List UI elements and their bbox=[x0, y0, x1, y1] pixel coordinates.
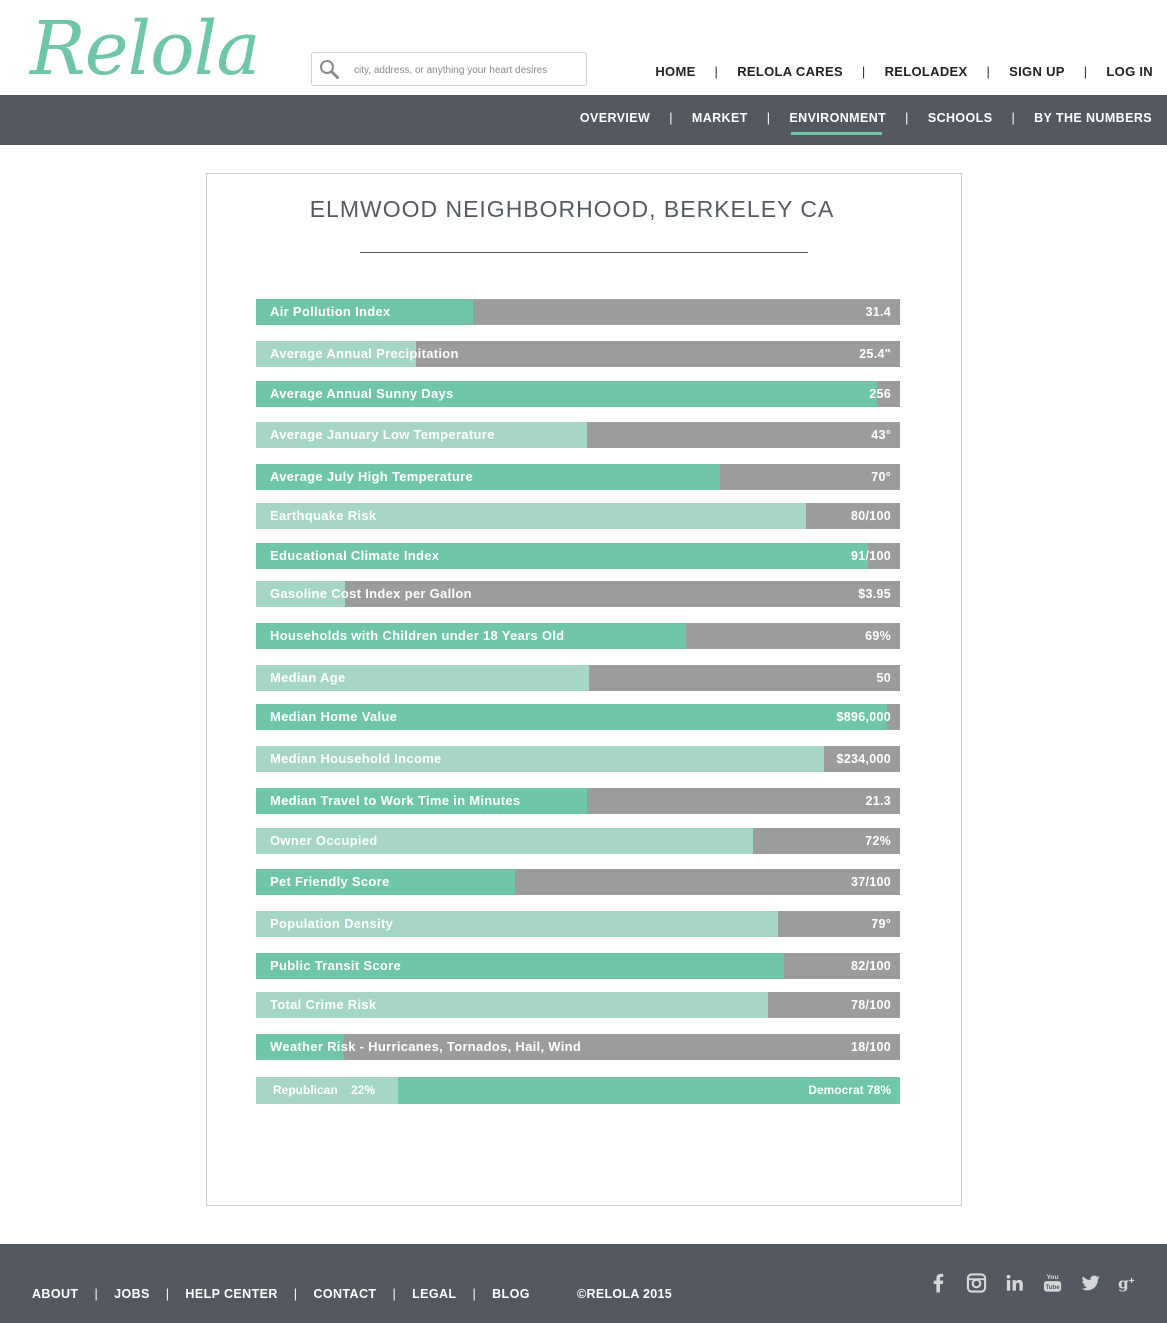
stat-value: 91/100 bbox=[850, 549, 891, 563]
stat-bar bbox=[256, 704, 900, 730]
nav-reloladex[interactable]: RELOLADEX bbox=[884, 64, 968, 79]
stat-bar bbox=[256, 992, 900, 1018]
stat-value: 72% bbox=[865, 834, 891, 848]
footer-legal[interactable]: LEGAL bbox=[412, 1287, 457, 1301]
politics-bar bbox=[256, 1077, 900, 1104]
facebook-icon[interactable] bbox=[928, 1272, 949, 1294]
stat-bar bbox=[256, 828, 900, 854]
tab-market[interactable]: MARKET bbox=[691, 111, 748, 125]
stat-bar bbox=[256, 746, 900, 772]
stat-value: 43° bbox=[871, 428, 891, 442]
nav-relola-cares[interactable]: RELOLA CARES bbox=[737, 64, 843, 79]
nav-separator: | bbox=[986, 64, 991, 79]
footer-links bbox=[32, 1287, 530, 1301]
nav-separator: | bbox=[1083, 64, 1088, 79]
stat-value: 21.3 bbox=[865, 794, 891, 808]
youtube-icon[interactable] bbox=[1042, 1272, 1063, 1294]
stat-value: 80/100 bbox=[850, 509, 891, 523]
footer-jobs[interactable]: JOBS bbox=[114, 1287, 150, 1301]
stat-label: Households with Children under 18 Years Old bbox=[270, 628, 565, 643]
stat-label: Median Home Value bbox=[270, 709, 398, 724]
relola-logo[interactable]: Relola bbox=[30, 6, 260, 92]
stat-value: 37/100 bbox=[850, 875, 891, 889]
tab-separator: | bbox=[905, 111, 909, 125]
tab-by-the-numbers[interactable]: BY THE NUMBERS bbox=[1034, 111, 1152, 125]
stat-bar bbox=[256, 953, 900, 979]
tab-separator: | bbox=[766, 111, 771, 125]
instagram-icon[interactable] bbox=[966, 1272, 987, 1294]
footer-help-center[interactable]: HELP CENTER bbox=[185, 1287, 278, 1301]
footer bbox=[0, 1244, 1167, 1323]
copyright: ©RELOLA 2015 bbox=[577, 1287, 673, 1301]
stat-label: Average January Low Temperature bbox=[270, 427, 495, 442]
page-title: ELMWOOD NEIGHBORHOOD, BERKELEY CA bbox=[309, 196, 835, 222]
social-links bbox=[928, 1272, 1139, 1294]
stat-value: 78/100 bbox=[850, 998, 891, 1012]
footer-separator: | bbox=[472, 1287, 477, 1301]
stat-bar bbox=[256, 299, 900, 325]
svg-text:Tube: Tube bbox=[1045, 1284, 1060, 1292]
stat-bar bbox=[256, 422, 900, 448]
stat-bar bbox=[256, 581, 900, 607]
neighborhood-card bbox=[206, 173, 962, 1206]
stat-label: Median Household Income bbox=[270, 751, 442, 766]
republican-percent: 22% bbox=[351, 1083, 376, 1097]
stat-label: Air Pollution Index bbox=[270, 304, 391, 319]
stat-value: $3.95 bbox=[858, 587, 891, 601]
stat-label: Educational Climate Index bbox=[270, 548, 440, 563]
stat-bar bbox=[256, 623, 900, 649]
linkedin-icon[interactable] bbox=[1004, 1272, 1025, 1294]
stat-bar bbox=[256, 788, 900, 814]
search-icon[interactable] bbox=[319, 59, 339, 79]
stat-label: Average Annual Precipitation bbox=[270, 346, 459, 361]
tab-schools[interactable]: SCHOOLS bbox=[927, 111, 993, 125]
header bbox=[0, 0, 1167, 95]
footer-separator: | bbox=[94, 1287, 99, 1301]
svg-text:+: + bbox=[1128, 1274, 1135, 1287]
stat-value: 69% bbox=[865, 629, 891, 643]
stat-value: 18/100 bbox=[850, 1040, 891, 1054]
stat-bar bbox=[256, 381, 900, 407]
nav-sign-up[interactable]: SIGN UP bbox=[1009, 64, 1065, 79]
nav-log-in[interactable]: LOG IN bbox=[1106, 64, 1153, 79]
stat-value: 50 bbox=[876, 671, 891, 685]
stat-bar bbox=[256, 1034, 900, 1060]
nav-separator: | bbox=[861, 64, 866, 79]
stat-value: 79° bbox=[871, 917, 891, 931]
search-input[interactable] bbox=[352, 58, 582, 82]
svg-text:g: g bbox=[1118, 1274, 1129, 1293]
stat-label: Public Transit Score bbox=[270, 958, 401, 973]
title-divider bbox=[360, 252, 808, 253]
tab-separator: | bbox=[1011, 111, 1016, 125]
stat-value: $896,000 bbox=[836, 710, 891, 724]
stat-bar bbox=[256, 911, 900, 937]
stat-label: Average July High Temperature bbox=[270, 469, 474, 484]
stat-label: Median Age bbox=[270, 670, 346, 685]
stat-bar bbox=[256, 503, 900, 529]
stat-value: 70° bbox=[871, 470, 891, 484]
footer-separator: | bbox=[293, 1287, 298, 1301]
footer-separator: | bbox=[165, 1287, 170, 1301]
svg-text:You: You bbox=[1046, 1274, 1059, 1282]
tab-overview[interactable]: OVERVIEW bbox=[579, 111, 651, 125]
twitter-icon[interactable] bbox=[1080, 1272, 1101, 1294]
stat-bar bbox=[256, 464, 900, 490]
nav-separator: | bbox=[714, 64, 719, 79]
stat-label: Population Density bbox=[270, 916, 394, 931]
stat-label: Total Crime Risk bbox=[270, 997, 377, 1012]
republican-label: Republican bbox=[273, 1083, 338, 1097]
stat-label: Pet Friendly Score bbox=[270, 874, 390, 889]
stat-label: Owner Occupied bbox=[270, 833, 378, 848]
footer-about[interactable]: ABOUT bbox=[32, 1287, 79, 1301]
stat-bar bbox=[256, 543, 900, 569]
footer-blog[interactable]: BLOG bbox=[492, 1287, 530, 1301]
stat-bar bbox=[256, 665, 900, 691]
sub-nav bbox=[0, 95, 1167, 145]
stat-value: 82/100 bbox=[850, 959, 891, 973]
stat-value: 31.4 bbox=[865, 305, 891, 319]
stat-label: Gasoline Cost Index per Gallon bbox=[270, 586, 472, 601]
stat-bar bbox=[256, 869, 900, 895]
stat-label: Median Travel to Work Time in Minutes bbox=[270, 793, 521, 808]
top-nav bbox=[655, 64, 1153, 79]
footer-contact[interactable]: CONTACT bbox=[313, 1287, 377, 1301]
tab-environment[interactable]: ENVIRONMENT bbox=[789, 111, 887, 125]
stat-value: $234,000 bbox=[836, 752, 891, 766]
footer-separator: | bbox=[392, 1287, 397, 1301]
stat-label: Average Annual Sunny Days bbox=[270, 386, 454, 401]
stat-value: 256 bbox=[869, 387, 891, 401]
stat-value: 25.4" bbox=[859, 347, 891, 361]
nav-home[interactable]: HOME bbox=[655, 64, 696, 79]
stat-label: Earthquake Risk bbox=[270, 508, 377, 523]
democrat-label: Democrat 78% bbox=[808, 1083, 891, 1097]
stat-bar bbox=[256, 341, 900, 367]
google-plus-icon[interactable] bbox=[1118, 1272, 1139, 1294]
stat-label: Weather Risk - Hurricanes, Tornados, Hail, Wind bbox=[270, 1039, 582, 1054]
search-box[interactable] bbox=[311, 52, 587, 86]
tab-separator: | bbox=[669, 111, 673, 125]
